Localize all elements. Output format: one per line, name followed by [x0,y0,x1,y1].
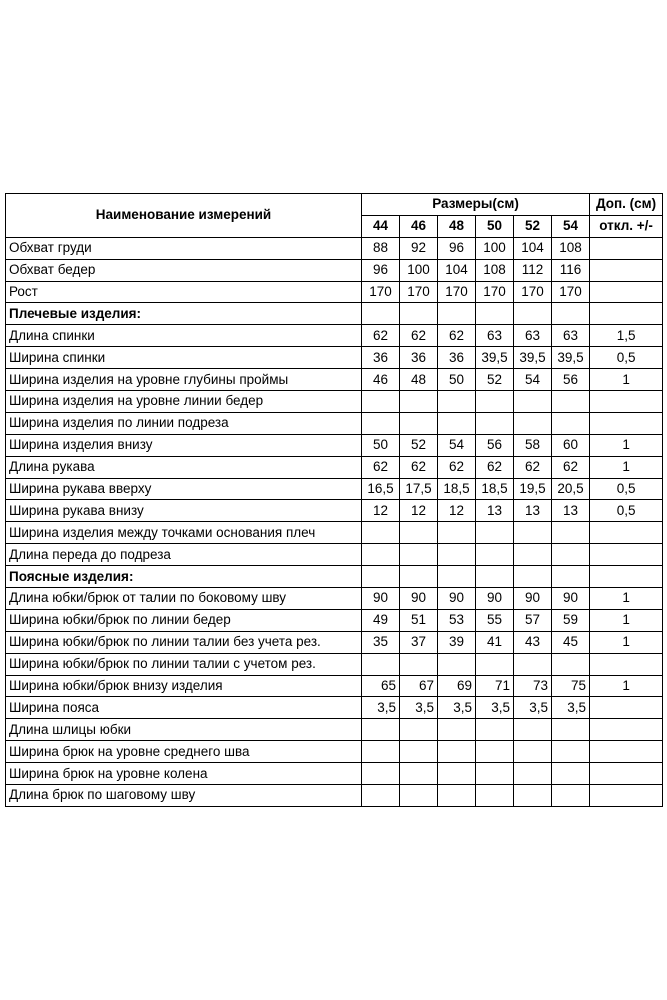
table-row [6,522,663,544]
size-value-cell: 3,5 [362,697,400,719]
measurement-name-header: Наименование измерений [6,194,362,238]
size-value-cell [438,522,476,544]
size-value-cell [438,566,476,588]
size-value-cell: 62 [400,325,438,347]
table-row [6,631,663,653]
size-value-cell: 63 [476,325,514,347]
size-value-cell: 53 [438,609,476,631]
size-value-cell: 39 [438,631,476,653]
size-value-cell [476,412,514,434]
deviation-header-bottom: откл. +/- [590,215,663,237]
size-value-cell: 54 [438,434,476,456]
size-value-cell: 39,5 [514,347,552,369]
measurement-name: Ширина брюк на уровне среднего шва [6,741,362,763]
size-value-cell: 96 [438,237,476,259]
size-value-cell [438,544,476,566]
size-value-cell: 19,5 [514,478,552,500]
size-value-cell: 62 [438,325,476,347]
section-row [6,303,663,325]
size-value-cell [400,391,438,413]
size-value-cell: 45 [552,631,590,653]
size-value-cell [476,785,514,807]
size-value-cell [438,412,476,434]
size-header: 52 [514,215,552,237]
deviation-header-top: Доп. (см) [590,194,663,216]
size-value-cell: 13 [552,500,590,522]
size-value-cell [400,741,438,763]
size-value-cell: 90 [438,588,476,610]
measurement-name: Ширина изделия на уровне линии бедер [6,391,362,413]
size-value-cell [514,303,552,325]
size-value-cell [552,741,590,763]
table-row [6,281,663,303]
size-value-cell: 62 [514,456,552,478]
size-value-cell [438,303,476,325]
size-value-cell [438,763,476,785]
header-row-1 [6,194,663,216]
size-value-cell [552,544,590,566]
measurement-name: Ширина изделия между точками основания плеч [6,522,362,544]
measurement-name: Длина шлицы юбки [6,719,362,741]
size-value-cell: 62 [400,456,438,478]
size-value-cell [362,719,400,741]
size-value-cell [362,763,400,785]
size-value-cell: 104 [438,259,476,281]
size-value-cell [400,544,438,566]
size-value-cell [514,522,552,544]
size-value-cell: 170 [400,281,438,303]
measurement-name: Ширина рукава внизу [6,500,362,522]
size-value-cell: 62 [438,456,476,478]
deviation-cell [590,785,663,807]
size-value-cell [362,412,400,434]
deviation-cell [590,281,663,303]
deviation-cell [590,237,663,259]
section-title: Поясные изделия: [6,566,362,588]
size-value-cell: 3,5 [400,697,438,719]
table-row [6,763,663,785]
size-value-cell: 13 [476,500,514,522]
table-row [6,785,663,807]
section-row [6,566,663,588]
table-row [6,325,663,347]
size-value-cell: 36 [400,347,438,369]
table-row [6,500,663,522]
size-value-cell: 104 [514,237,552,259]
size-value-cell: 43 [514,631,552,653]
measurement-name: Длина переда до подреза [6,544,362,566]
size-value-cell: 170 [438,281,476,303]
size-value-cell: 108 [552,237,590,259]
size-value-cell [362,544,400,566]
measurement-name: Ширина юбки/брюк по линии бедер [6,609,362,631]
section-title: Плечевые изделия: [6,303,362,325]
table-row [6,391,663,413]
size-value-cell: 35 [362,631,400,653]
deviation-cell: 0,5 [590,347,663,369]
deviation-cell: 1 [590,675,663,697]
measurement-name: Рост [6,281,362,303]
size-value-cell: 62 [552,456,590,478]
table-row [6,588,663,610]
size-value-cell: 170 [514,281,552,303]
size-value-cell [438,785,476,807]
table-row [6,741,663,763]
table-row [6,259,663,281]
size-value-cell: 39,5 [476,347,514,369]
size-value-cell [476,653,514,675]
deviation-cell [590,522,663,544]
table-row [6,412,663,434]
size-value-cell: 67 [400,675,438,697]
deviation-cell [590,653,663,675]
size-header: 44 [362,215,400,237]
measurement-name: Ширина изделия на уровне глубины проймы [6,369,362,391]
measurement-name: Обхват груди [6,237,362,259]
table-row [6,369,663,391]
size-value-cell: 63 [552,325,590,347]
size-value-cell: 90 [362,588,400,610]
size-value-cell [400,763,438,785]
size-value-cell: 36 [362,347,400,369]
size-header: 50 [476,215,514,237]
deviation-cell: 1 [590,588,663,610]
deviation-cell: 0,5 [590,500,663,522]
size-value-cell: 48 [400,369,438,391]
size-value-cell: 3,5 [476,697,514,719]
size-value-cell [438,391,476,413]
size-value-cell: 13 [514,500,552,522]
deviation-cell [590,763,663,785]
size-value-cell: 3,5 [438,697,476,719]
size-value-cell: 62 [476,456,514,478]
size-value-cell: 59 [552,609,590,631]
size-value-cell: 37 [400,631,438,653]
size-value-cell [552,566,590,588]
size-value-cell: 50 [438,369,476,391]
size-value-cell [362,522,400,544]
deviation-cell [590,412,663,434]
size-value-cell: 90 [514,588,552,610]
size-header: 54 [552,215,590,237]
size-value-cell: 73 [514,675,552,697]
sizes-header: Размеры(см) [362,194,590,216]
size-value-cell: 96 [362,259,400,281]
size-value-cell: 18,5 [476,478,514,500]
size-value-cell [400,719,438,741]
table-row [6,347,663,369]
size-value-cell: 65 [362,675,400,697]
measurement-name: Ширина юбки/брюк по линии талии без учета рез. [6,631,362,653]
table-row [6,434,663,456]
size-value-cell [438,653,476,675]
size-value-cell: 90 [552,588,590,610]
measurement-name: Ширина изделия внизу [6,434,362,456]
table-body [6,194,663,807]
size-value-cell: 16,5 [362,478,400,500]
size-header: 46 [400,215,438,237]
size-value-cell: 62 [362,456,400,478]
size-value-cell: 112 [514,259,552,281]
size-value-cell: 75 [552,675,590,697]
size-value-cell: 170 [552,281,590,303]
measurement-name: Ширина рукава вверху [6,478,362,500]
table-row [6,609,663,631]
size-value-cell: 170 [476,281,514,303]
deviation-cell: 0,5 [590,478,663,500]
size-value-cell [362,391,400,413]
size-value-cell: 41 [476,631,514,653]
size-value-cell: 116 [552,259,590,281]
size-value-cell: 108 [476,259,514,281]
size-value-cell: 170 [362,281,400,303]
size-value-cell [476,719,514,741]
size-value-cell: 46 [362,369,400,391]
size-value-cell: 63 [514,325,552,347]
measurement-name: Ширина спинки [6,347,362,369]
size-value-cell: 56 [476,434,514,456]
size-value-cell [552,412,590,434]
size-value-cell: 57 [514,609,552,631]
size-value-cell: 52 [476,369,514,391]
size-value-cell [514,566,552,588]
size-value-cell: 39,5 [552,347,590,369]
size-value-cell [514,653,552,675]
deviation-cell: 1 [590,456,663,478]
size-value-cell [514,412,552,434]
size-value-cell: 88 [362,237,400,259]
size-value-cell [552,303,590,325]
size-value-cell: 54 [514,369,552,391]
size-value-cell: 12 [438,500,476,522]
deviation-cell [590,741,663,763]
size-value-cell [362,653,400,675]
size-value-cell [400,566,438,588]
size-value-cell: 17,5 [400,478,438,500]
size-value-cell [476,741,514,763]
table-row [6,719,663,741]
table-row [6,697,663,719]
deviation-cell [590,259,663,281]
deviation-cell [590,566,663,588]
table-row [6,237,663,259]
size-value-cell: 49 [362,609,400,631]
size-header: 48 [438,215,476,237]
size-value-cell: 55 [476,609,514,631]
size-value-cell [552,391,590,413]
deviation-cell [590,719,663,741]
size-value-cell [400,653,438,675]
size-value-cell: 62 [362,325,400,347]
measurement-name: Длина юбки/брюк от талии по боковому шву [6,588,362,610]
measurement-name: Длина спинки [6,325,362,347]
deviation-cell: 1 [590,369,663,391]
measurement-name: Длина рукава [6,456,362,478]
measurement-name: Ширина юбки/брюк внизу изделия [6,675,362,697]
deviation-cell [590,391,663,413]
deviation-cell [590,697,663,719]
table-row [6,653,663,675]
size-value-cell: 52 [400,434,438,456]
size-value-cell: 58 [514,434,552,456]
measurement-name: Обхват бедер [6,259,362,281]
table-row [6,478,663,500]
measurement-name: Ширина брюк на уровне колена [6,763,362,785]
size-value-cell [438,719,476,741]
size-value-cell [476,544,514,566]
size-value-cell: 3,5 [552,697,590,719]
size-value-cell: 18,5 [438,478,476,500]
size-value-cell [476,566,514,588]
size-value-cell [514,391,552,413]
size-value-cell [362,785,400,807]
deviation-cell: 1,5 [590,325,663,347]
size-value-cell [552,785,590,807]
measurement-table [5,193,663,807]
size-value-cell: 90 [400,588,438,610]
size-value-cell [362,741,400,763]
size-value-cell: 60 [552,434,590,456]
size-value-cell: 12 [362,500,400,522]
size-value-cell [514,544,552,566]
size-value-cell: 3,5 [514,697,552,719]
size-value-cell: 69 [438,675,476,697]
size-value-cell: 36 [438,347,476,369]
deviation-cell: 1 [590,609,663,631]
size-value-cell: 50 [362,434,400,456]
size-value-cell: 20,5 [552,478,590,500]
measurement-name: Ширина пояса [6,697,362,719]
measurement-name: Ширина юбки/брюк по линии талии с учетом рез. [6,653,362,675]
deviation-cell: 1 [590,434,663,456]
size-value-cell: 100 [400,259,438,281]
measurement-name: Ширина изделия по линии подреза [6,412,362,434]
size-value-cell: 56 [552,369,590,391]
size-value-cell [552,522,590,544]
table-row [6,544,663,566]
size-value-cell [476,522,514,544]
measurement-name: Длина брюк по шаговому шву [6,785,362,807]
size-value-cell [552,653,590,675]
deviation-cell [590,544,663,566]
size-value-cell [476,391,514,413]
table-row [6,456,663,478]
size-value-cell: 12 [400,500,438,522]
size-value-cell [552,719,590,741]
table-row [6,675,663,697]
size-value-cell [552,763,590,785]
size-value-cell [400,412,438,434]
size-value-cell [476,303,514,325]
size-value-cell [400,522,438,544]
size-value-cell [400,303,438,325]
size-value-cell [514,719,552,741]
size-value-cell: 100 [476,237,514,259]
size-value-cell [476,763,514,785]
size-value-cell [362,303,400,325]
size-value-cell: 92 [400,237,438,259]
size-value-cell [438,741,476,763]
deviation-cell: 1 [590,631,663,653]
size-value-cell [514,785,552,807]
size-value-cell [400,785,438,807]
size-value-cell [362,566,400,588]
size-value-cell [514,763,552,785]
deviation-cell [590,303,663,325]
size-value-cell: 90 [476,588,514,610]
size-value-cell: 71 [476,675,514,697]
size-value-cell [514,741,552,763]
size-value-cell: 51 [400,609,438,631]
